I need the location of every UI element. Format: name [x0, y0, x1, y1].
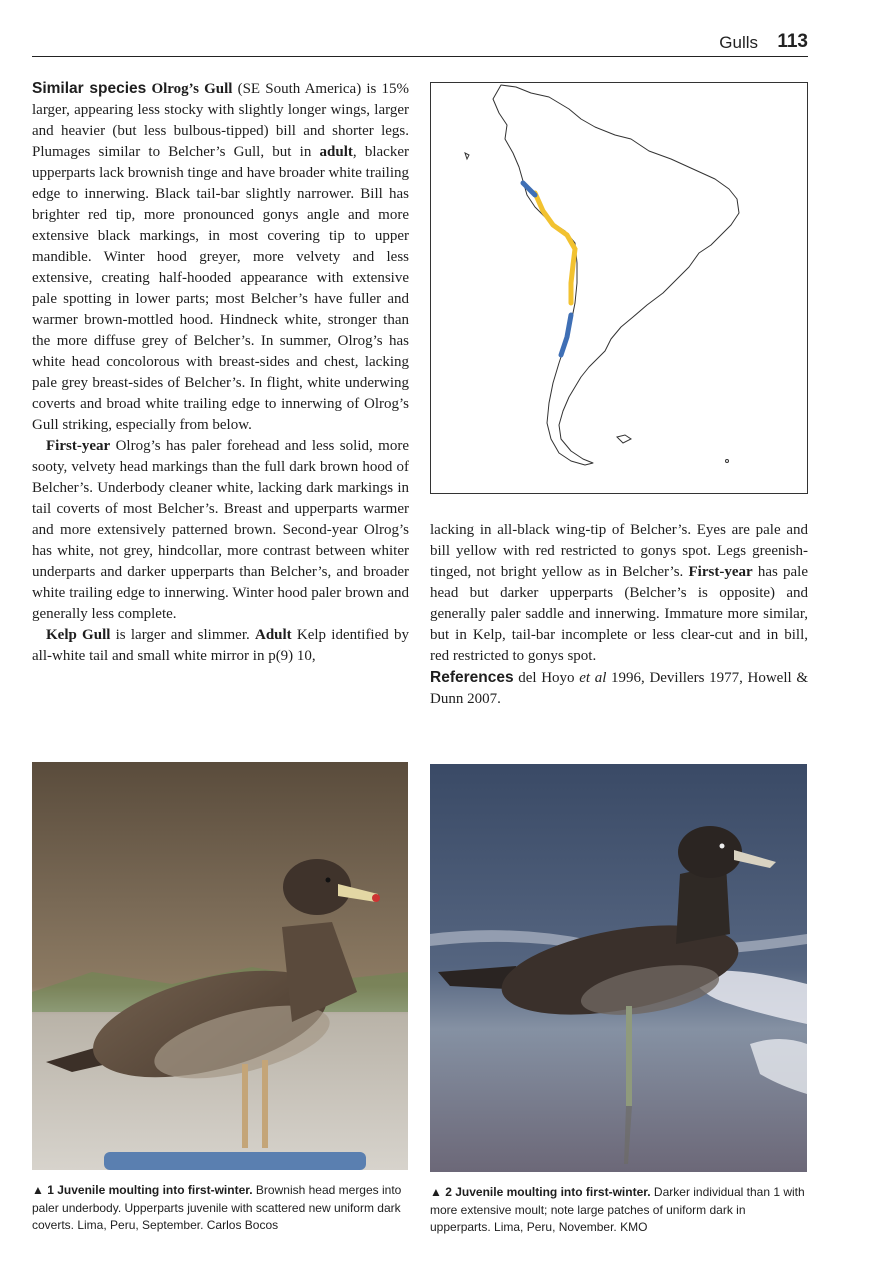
photo-2-caption — [430, 1184, 808, 1237]
paragraph-text: Olrog’s has paler forehead and less solid, more sooty, velvety head markings than the full dark brown hood of Belcher’s. Underbody cleaner white, lacking dark markings in tail coverts of most Belcher’s. Breast and upperparts warmer and more extensively patterned brown. Second-year Olrog’s has white, not grey, hindcollar, more contrast between whiter underparts and darker upperparts than Belcher’s, and broader white trailing edge to innerwing. Winter hood paler brown and generally less complete. — [32, 438, 409, 622]
south-america-outline — [493, 85, 739, 465]
photo-background — [32, 762, 408, 1170]
references-heading: References — [430, 669, 514, 686]
south-america-map — [431, 83, 807, 493]
kelp-gull-continued-paragraph — [430, 520, 808, 667]
term-first-year: First-year — [46, 438, 111, 454]
caption-title: Juvenile moulting into first-winter. — [455, 1185, 651, 1199]
paragraph-text: (SE South America) is 15% larger, appearing less stocky with slightly longer wings, larger and heavier (but less bulbous-tipped) bill and shorter legs. Plumages similar to Belcher’s Gull, but in — [32, 81, 410, 160]
kelp-gull-paragraph — [32, 625, 409, 667]
references-et-al: et al — [579, 670, 607, 686]
caption-text: Darker individual than 1 with more extensive moult; note large patches of uniform dark in upperparts. Lima, Peru, November. — [430, 1185, 805, 1234]
photo-credit: Carlos Bocos — [206, 1218, 279, 1232]
gull-illustration — [32, 762, 408, 1170]
map-island-detail — [465, 153, 469, 159]
first-year-paragraph — [32, 436, 409, 625]
gull-illustration — [430, 764, 807, 1172]
paragraph-text: is larger and slimmer. — [110, 627, 255, 643]
references-text: del Hoyo — [513, 670, 580, 686]
post — [104, 1152, 366, 1170]
term-first-year: First-year — [688, 564, 753, 580]
gull-leg — [242, 1064, 248, 1148]
gull-eye — [326, 878, 331, 883]
left-column — [32, 78, 409, 667]
photo-juvenile-gull-on-post — [32, 762, 408, 1170]
photo-1-caption — [32, 1182, 408, 1235]
gull-leg — [626, 1006, 632, 1106]
page-number: 113 — [777, 31, 808, 52]
species-name-kelp-gull: Kelp Gull — [46, 627, 111, 643]
map-island-detail — [617, 435, 631, 443]
paragraph-text: lacking in all-black wing-tip of Belcher’s. Eyes are pale and bill yellow with red restricted to gonys spot. Legs greenish-tinged, not bright yellow as in Belcher’s. — [430, 522, 808, 580]
term-adult: adult — [319, 144, 353, 160]
references-paragraph — [430, 667, 808, 710]
caption-title: Juvenile moulting into first-winter. — [57, 1183, 253, 1197]
photo-juvenile-gull-on-beach — [430, 764, 807, 1172]
references-text: 1996, Devillers 1977, Howell & Dunn 2007. — [430, 670, 808, 707]
caption-number: ▲ 2 — [430, 1185, 452, 1199]
photo-credit: KMO — [620, 1220, 648, 1234]
paragraph-text: has pale head but darker upperparts (Belcher’s is opposite) and generally paler saddle and innerwing. Immature more similar, but in Kelp, tail-bar incomplete or less clear-cut and in bill, red restricted to gonys spot. — [430, 564, 808, 664]
distribution-map — [430, 82, 808, 494]
term-adult: Adult — [254, 627, 292, 643]
paragraph-text: , blacker upperparts lack brownish tinge and have broader white trailing edge to innerwing. Black tail-bar slightly narrower. Bill has brighter red tip, more pronounced gonys angle and more extensive black markings, in most covering tip to upper mandible. Winter hood greyer, more velvety and less extensive, creating half-hooded appearance with extensive pale spotting in lower parts; most Belcher’s have fuller and warmer brown-mottled hood. Hindneck white, stronger than the more diffuse grey of Belcher’s. In summer, Olrog’s has white head concolorous with breast-sides and chest, lacking pale grey breast-sides of Belcher’s. In flight, white underwing coverts and broad white trailing edge to innerwing of Olrog’s Gull striking, especially from below. — [32, 144, 409, 433]
similar-species-paragraph — [32, 78, 409, 436]
paragraph-text: Kelp identified by all-white tail and small white mirror in p(9) 10, — [32, 627, 409, 664]
gull-bill-tip — [372, 894, 380, 902]
caption-number: ▲ 1 — [32, 1183, 54, 1197]
similar-species-heading: Similar species — [32, 80, 147, 97]
species-name-olrogs-gull: Olrog’s Gull — [151, 81, 233, 97]
map-island-detail — [726, 460, 729, 463]
page-header — [32, 30, 808, 57]
right-column — [430, 520, 808, 710]
running-head-section: Gulls — [719, 33, 758, 52]
caption-text: Brownish head merges into paler underbody. Upperparts juvenile with scattered new uniform dark coverts. Lima, Peru, September. — [32, 1183, 402, 1232]
gull-head — [678, 826, 742, 878]
gull-leg — [262, 1060, 268, 1148]
gull-eye — [720, 844, 725, 849]
